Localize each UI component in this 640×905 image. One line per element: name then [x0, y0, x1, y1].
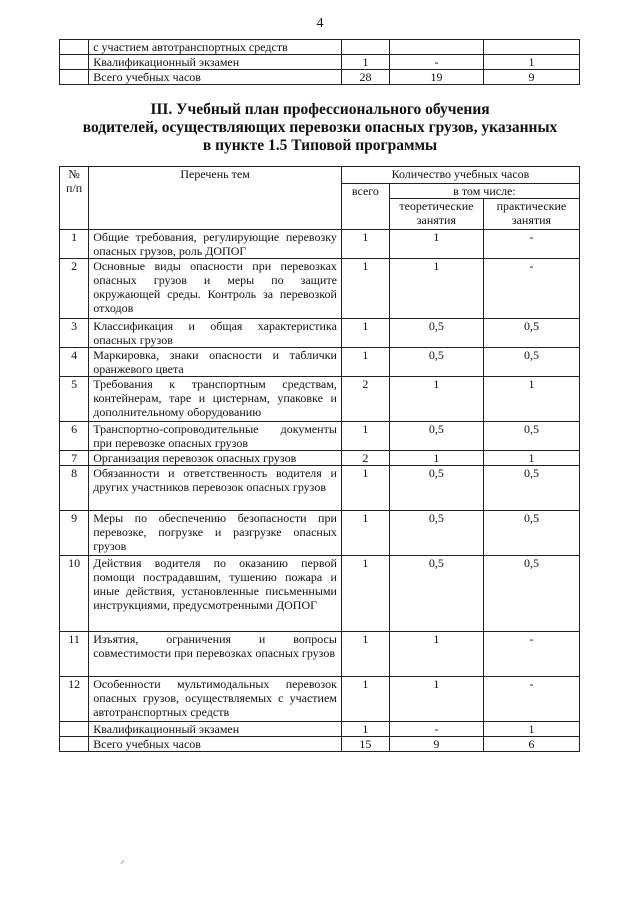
row-topic: Квалификационный экзамен	[89, 55, 342, 70]
header-hours: Количество учебных часов	[341, 167, 579, 184]
row-total-hours: 1	[341, 259, 389, 319]
row-number-empty	[60, 737, 89, 752]
row-topic: Основные виды опасности при перевозках опасных грузов и меры по защите окружающей среды. Контроль за перевозкой отходов	[89, 259, 342, 319]
header-number-line-1: №	[68, 167, 80, 181]
row-number	[60, 55, 89, 70]
row-total-hours: 1	[341, 319, 389, 348]
page-number: 4	[316, 16, 324, 31]
row-topic: Действия водителя по оказанию первой помощи пострадавшим, тушению пожара и иные действия, установленные письменными инструкциями, предусмотренными ДОПОГ	[89, 556, 342, 632]
table-row	[60, 466, 580, 511]
exam-row	[60, 722, 580, 737]
row-total-hours: 1	[341, 556, 389, 632]
row-practice-hours: 1	[483, 722, 579, 737]
row-practice-hours: 0,5	[483, 348, 579, 377]
row-total-hours: 28	[341, 70, 389, 85]
row-theory-hours: 1	[389, 377, 483, 422]
header-practice: практические занятия	[483, 199, 579, 230]
row-total-hours: 1	[341, 511, 389, 556]
row-total-hours	[341, 40, 389, 55]
table-row	[60, 348, 580, 377]
row-total-hours: 1	[341, 422, 389, 451]
row-practice-hours: -	[483, 230, 579, 259]
row-practice-hours: 9	[483, 70, 579, 85]
row-practice-hours: 6	[483, 737, 579, 752]
row-practice-hours: 1	[483, 55, 579, 70]
row-number	[60, 70, 89, 85]
table-row	[60, 422, 580, 451]
row-total-hours: 15	[341, 737, 389, 752]
row-number: 10	[60, 556, 89, 632]
row-topic: Обязанности и ответственность водителя и других участников перевозок опасных грузов	[89, 466, 342, 511]
header-topics: Перечень тем	[89, 167, 342, 230]
table-row	[60, 556, 580, 632]
section-title	[0, 101, 640, 155]
row-practice-hours: -	[483, 259, 579, 319]
row-practice-hours: -	[483, 677, 579, 722]
row-practice-hours: 0,5	[483, 511, 579, 556]
curriculum-table	[59, 166, 580, 752]
row-theory-hours: 0,5	[389, 422, 483, 451]
header-number	[60, 167, 89, 230]
row-number: 3	[60, 319, 89, 348]
row-total-hours: 1	[341, 230, 389, 259]
row-topic: Изъятия, ограничения и вопросы совместимости при перевозках опасных грузов	[89, 632, 342, 677]
row-topic: с участием автотранспортных средств	[89, 40, 342, 55]
row-total-hours: 2	[341, 451, 389, 466]
row-total-hours: 1	[341, 466, 389, 511]
row-topic: Маркировка, знаки опасности и таблички оранжевого цвета	[89, 348, 342, 377]
row-topic: Меры по обеспечению безопасности при перевозке, погрузке и разгрузке опасных грузов	[89, 511, 342, 556]
row-theory-hours: 1	[389, 230, 483, 259]
row-theory-hours: 1	[389, 632, 483, 677]
row-topic: Квалификационный экзамен	[89, 722, 342, 737]
section-title-line-1: III. Учебный план профессионального обучения	[150, 101, 490, 118]
row-topic: Особенности мультимодальных перевозок опасных грузов, осуществляемых с участием автотранспортных средств	[89, 677, 342, 722]
row-number: 8	[60, 466, 89, 511]
table-row	[60, 259, 580, 319]
table-row	[60, 451, 580, 466]
row-topic: Общие требования, регулирующие перевозку опасных грузов, роль ДОПОГ	[89, 230, 342, 259]
row-practice-hours: 0,5	[483, 319, 579, 348]
row-topic: Требования к транспортным средствам, контейнерам, таре и цистернам, упаковке и дополнительному оборудованию	[89, 377, 342, 422]
row-total-hours: 1	[341, 722, 389, 737]
row-number: 11	[60, 632, 89, 677]
row-practice-hours: 1	[483, 451, 579, 466]
row-theory-hours: 0,5	[389, 319, 483, 348]
row-practice-hours: 0,5	[483, 466, 579, 511]
row-theory-hours: 19	[389, 70, 483, 85]
header-total: всего	[341, 184, 389, 230]
row-number-empty	[60, 722, 89, 737]
header-number-line-2: п/п	[66, 181, 83, 195]
row-topic: Транспортно-сопроводительные документы при перевозке опасных грузов	[89, 422, 342, 451]
row-total-hours: 1	[341, 55, 389, 70]
total-row	[60, 737, 580, 752]
row-total-hours: 1	[341, 677, 389, 722]
table-row	[60, 677, 580, 722]
row-number: 12	[60, 677, 89, 722]
row-number: 5	[60, 377, 89, 422]
row-theory-hours: -	[389, 722, 483, 737]
row-number	[60, 40, 89, 55]
table-row	[60, 377, 580, 422]
row-theory-hours: 1	[389, 677, 483, 722]
table-row	[60, 55, 580, 70]
row-total-hours: 1	[341, 348, 389, 377]
row-number: 9	[60, 511, 89, 556]
row-number: 4	[60, 348, 89, 377]
row-practice-hours: 0,5	[483, 422, 579, 451]
row-theory-hours: 0,5	[389, 511, 483, 556]
row-practice-hours	[483, 40, 579, 55]
row-number: 1	[60, 230, 89, 259]
row-theory-hours: 0,5	[389, 466, 483, 511]
row-theory-hours: 1	[389, 451, 483, 466]
table-row	[60, 40, 580, 55]
row-practice-hours: -	[483, 632, 579, 677]
table-row	[60, 511, 580, 556]
table-row	[60, 632, 580, 677]
row-theory-hours: 0,5	[389, 348, 483, 377]
row-theory-hours: -	[389, 55, 483, 70]
row-topic: Организация перевозок опасных грузов	[89, 451, 342, 466]
row-total-hours: 1	[341, 632, 389, 677]
row-topic: Всего учебных часов	[89, 70, 342, 85]
header-theory: теоретические занятия	[389, 199, 483, 230]
scan-mark: ⸝	[120, 855, 125, 866]
row-number: 2	[60, 259, 89, 319]
previous-plan-table-end	[59, 39, 580, 85]
header-including: в том числе:	[389, 184, 579, 199]
row-practice-hours: 1	[483, 377, 579, 422]
table-row	[60, 230, 580, 259]
row-topic: Классификация и общая характеристика опасных грузов	[89, 319, 342, 348]
section-title-line-3: в пункте 1.5 Типовой программы	[202, 137, 438, 154]
row-practice-hours: 0,5	[483, 556, 579, 632]
row-theory-hours: 9	[389, 737, 483, 752]
row-number: 7	[60, 451, 89, 466]
row-theory-hours: 1	[389, 259, 483, 319]
row-theory-hours: 0,5	[389, 556, 483, 632]
row-topic: Всего учебных часов	[89, 737, 342, 752]
row-number: 6	[60, 422, 89, 451]
table-row	[60, 319, 580, 348]
table-row	[60, 70, 580, 85]
row-total-hours: 2	[341, 377, 389, 422]
row-theory-hours	[389, 40, 483, 55]
section-title-line-2: водителей, осуществляющих перевозки опасных грузов, указанных	[82, 119, 558, 136]
